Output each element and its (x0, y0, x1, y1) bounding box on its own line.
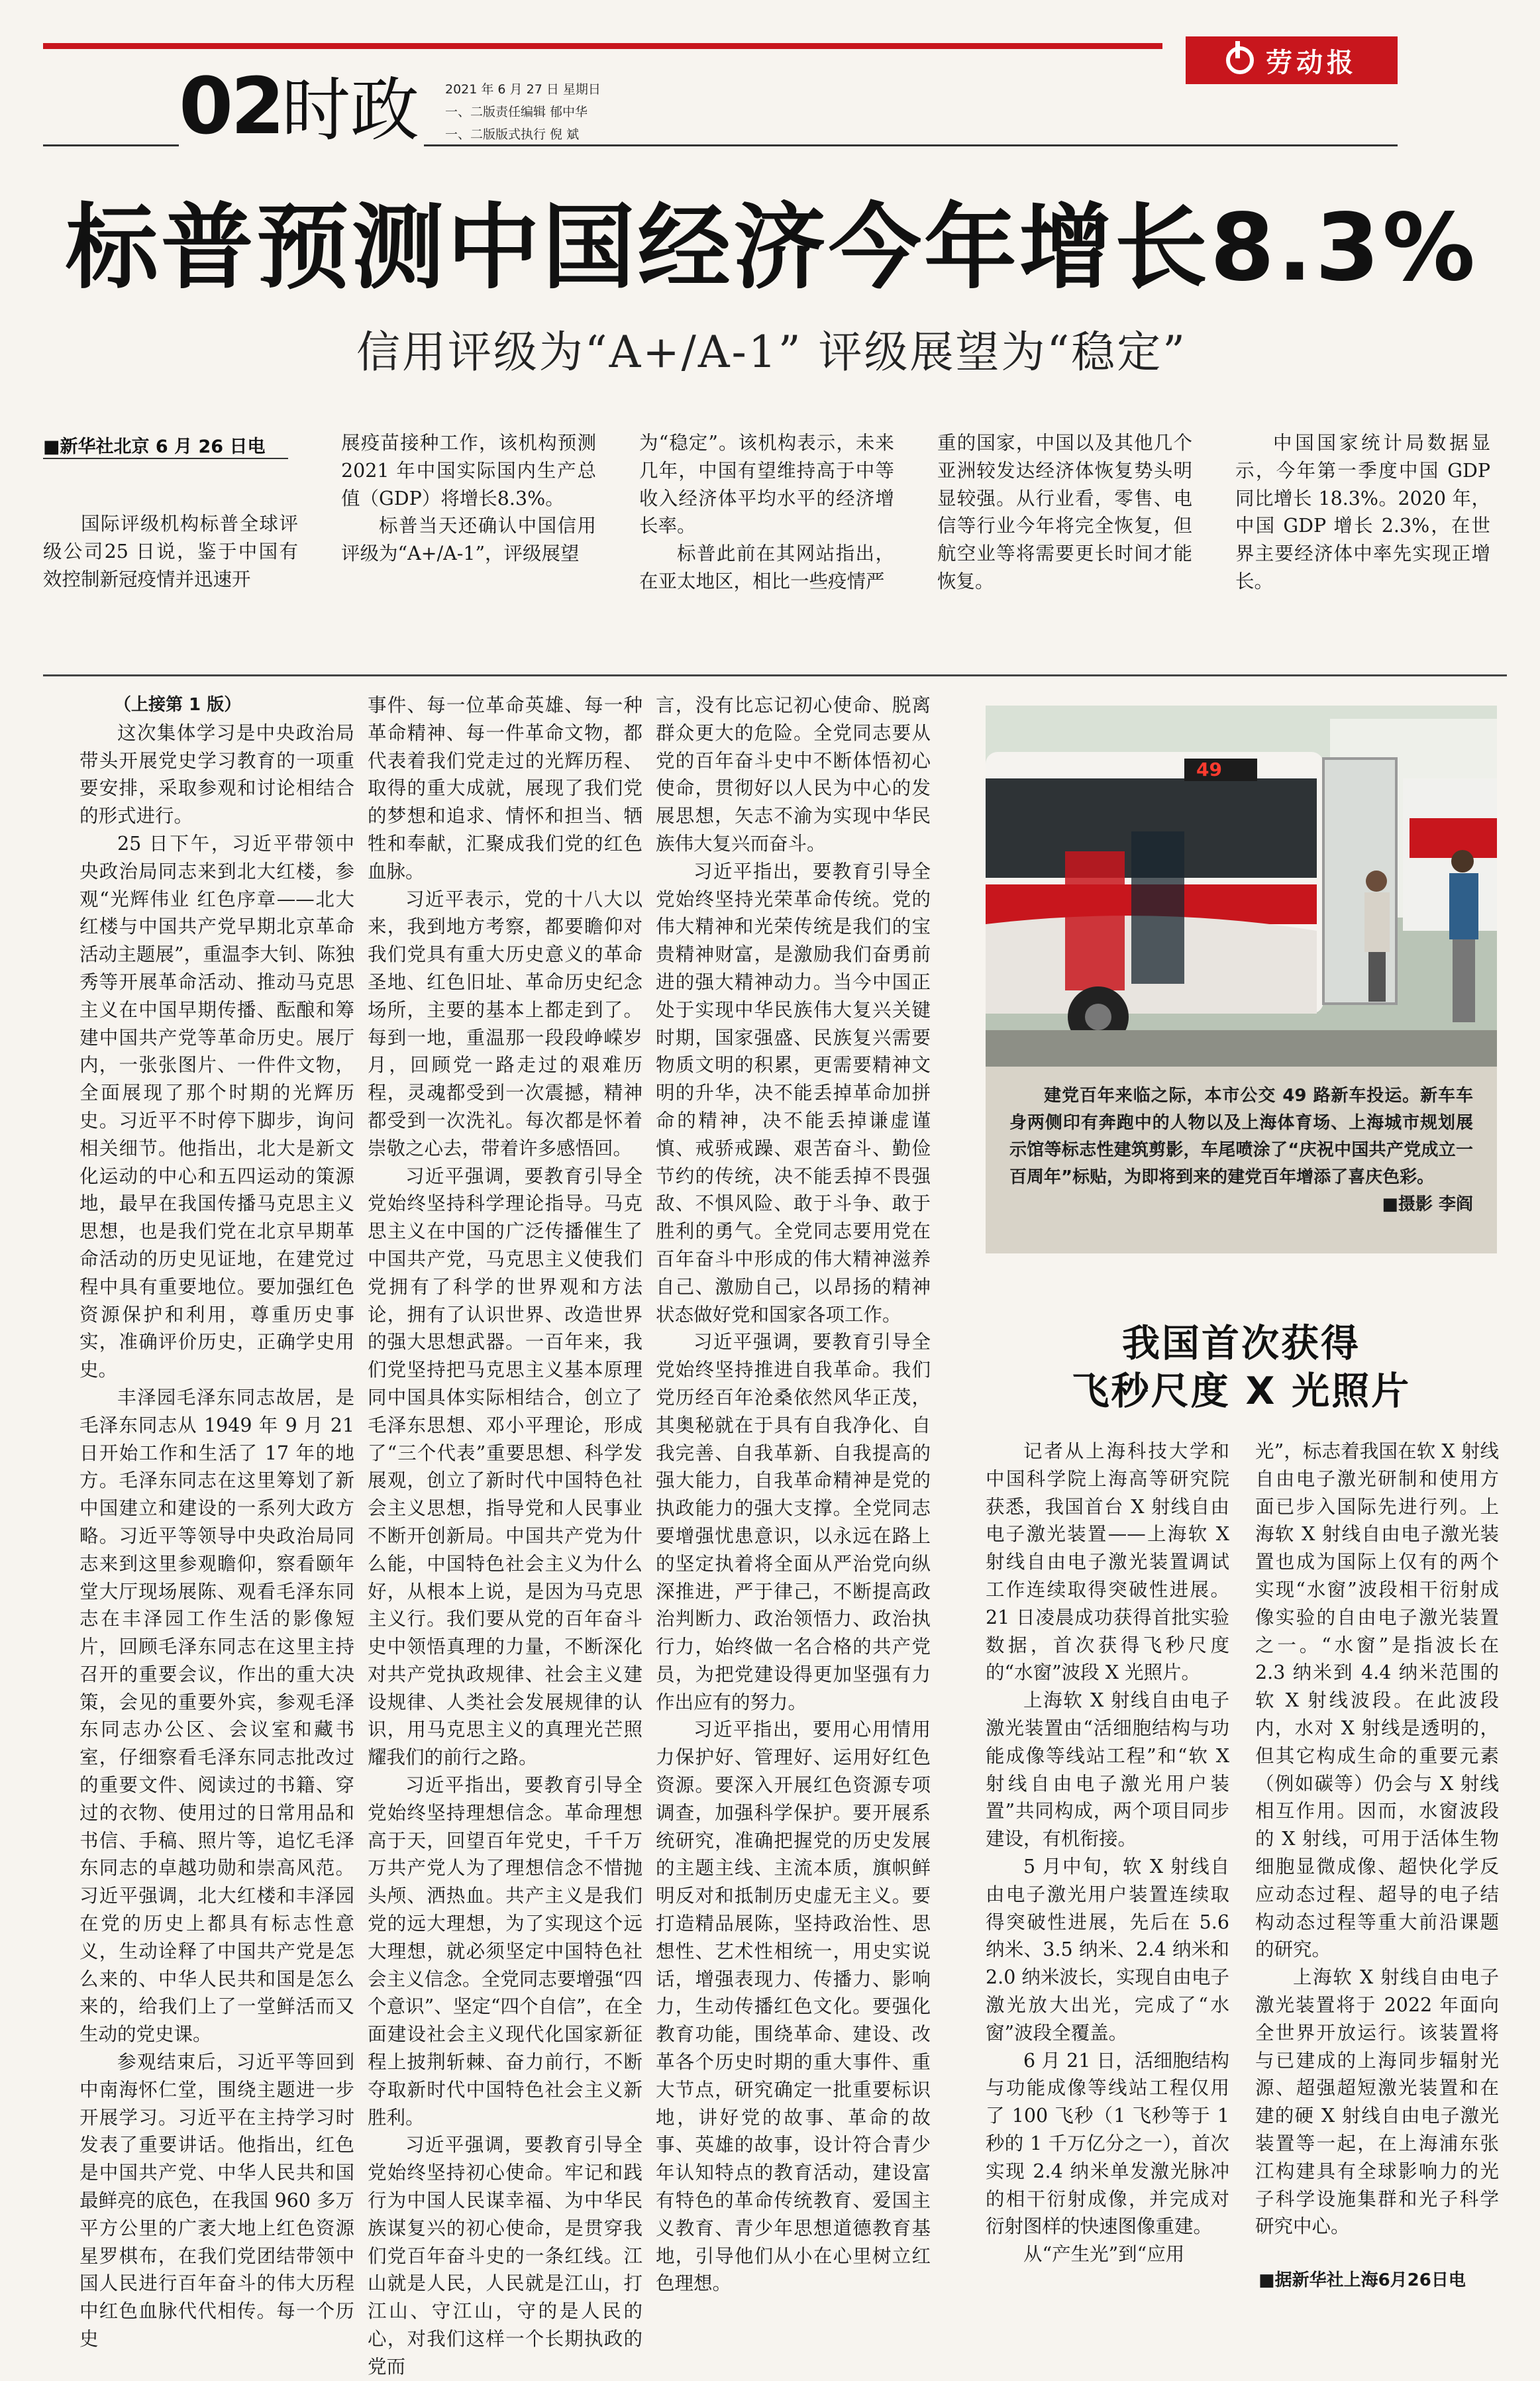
lead-column-2 (341, 429, 596, 568)
photo-caption: 建党百年来临之际，本市公交 49 路新车投运。新车车身两侧印有奔跑中的人物以及上海体育场、上海城市规划展示馆等标志性建筑剪影，车尾喷涂了“庆祝中国共产党成立一百周年”标贴，为即将到来的建党百年增添了喜庆色彩。 (1009, 1086, 1473, 1187)
lead-column-1 (43, 510, 298, 593)
layout-editor: 一、二版版式执行 倪 斌 (445, 127, 580, 142)
brand-logo (1186, 36, 1398, 84)
article-paragraph: 习近平强调，要教育引导全党始终坚持初心使命。牢记和践行为中国人民谋幸福、为中华民族谋复兴的初心使命，是贯穿我们党百年奋斗史的一条红线。江山就是人民，人民就是江山，打江山、守江山，守的是人民的心，对我们这样一个长期执政的党而 (368, 2134, 642, 2378)
photo-caption-box (986, 1067, 1497, 1253)
lead-byline: ■新华社北京 6 月 26 日电 (43, 437, 266, 457)
article-paragraph: 习近平指出，要教育引导全党始终坚持理想信念。革命理想高于天，回望百年党史，千千万万共产党人为了理想信念不惜抛头颅、洒热血。共产主义是我们党的远大理想，为了实现这个远大理想，就必须坚定中国特色社会主义信念。全党同志要增强“四个意识”、坚定“四个自信”，在全面建设社会主义现代化国家新征程上披荆斩棘、奋力前行，不断夺取新时代中国特色社会主义新胜利。 (368, 1774, 642, 2129)
page-number: 02 (179, 60, 283, 152)
article-paragraph: 丰泽园毛泽东同志故居，是毛泽东同志从 1949 年 9 月 21 日开始工作和生活了 17 年的地方。毛泽东同志在这里筹划了新中国建立和建设的一系列大政方略。习近平等领导中央政治局同志来到这里参观瞻仰，察看颐年堂大厅现场展陈、观看毛泽东同志在丰泽园工作生活的影像短片，回顾毛泽东同志在这里主持召开的重要会议，作出的重大决策，会见的重要外宾，参观毛泽东同志办公区、会议室和藏书室，仔细察看毛泽东同志批改过的重要文件、阅读过的书籍、穿过的衣物、使用过的日常用品和书信、手稿、照片等，追忆毛泽东同志的卓越功勋和崇高风范。习近平强调，北大红楼和丰泽园在党的历史上都具有标志性意义，生动诠释了中国共产党是怎么来的、中华人民共和国是怎么来的，给我们上了一堂鲜活而又生动的党史课。 (79, 1386, 354, 2046)
lead-paragraph: 标普此前在其网站指出，在亚太地区，相比一些疫情严 (639, 543, 894, 592)
photo-credit: ■摄影 李阎 (1382, 1194, 1473, 1214)
logo-mark-icon (1226, 46, 1254, 74)
article-paragraph: 习近平指出，要用心用情用力保护好、管理好、运用好红色资源。要深入开展红色资源专项调查，加强科学保护。要开展系统研究，准确把握党的历史发展的主题主线、主流本质，旗帜鲜明反对和抵制历史虚无主义。要打造精品展陈，坚持政治性、思想性、艺术性相统一，用史实说话，增强表现力、传播力、影响力，生动传播红色文化。要强化教育功能，围绕革命、建设、改革各个历史时期的重大事件、重大节点，研究确定一批重要标识地，讲好党的故事、革命的故事、英雄的故事，设计符合青少年认知特点的教育活动，建设富有特色的革命传统教育、爱国主义教育、青少年思想道德教育基地，引导他们从小在心里树立红色理想。 (656, 1719, 931, 2295)
science-paragraph: 上海软 X 射线自由电子激光装置将于 2022 年面向全世界开放运行。该装置将与已建成的上海同步辐射光源、超强超短激光装置和在建的硬 X 射线自由电子激光装置等一起，在上海浦东张江构建具有全球影响力的光子科学设施集群和光子科学研究中心。 (1255, 1966, 1499, 2238)
article-paragraph: 习近平指出，要教育引导全党始终坚持光荣革命传统。党的伟大精神和光荣传统是我们的宝贵精神财富，是激励我们奋勇前进的强大精神动力。当今中国正处于实现中华民族伟大复兴关键时期，国家强盛、民族复兴需要物质文明的积累，更需要精神文明的升华，决不能丢掉革命加拼命的精神，决不能丢掉谦虚谨慎、戒骄戒躁、艰苦奋斗、勤俭节约的传统，决不能丢掉不畏强敌、不惧风险、敢于斗争、敢于胜利的勇气。全党同志要用党在百年奋斗中形成的伟大精神滋养自己、激励自己，以昂扬的精神状态做好党和国家各项工作。 (656, 860, 931, 1326)
bus-photo-illustration (986, 706, 1497, 1067)
bus-route-number: 49 (1196, 759, 1222, 780)
science-paragraph: 5 月中旬，软 X 射线自由电子激光用户装置连续取得突破性进展，先后在 5.6 纳米、3.5 纳米、2.4 纳米和 2.0 纳米波长，实现自由电子激光放大出光，完成了“水窗”波段全覆盖。 (986, 1855, 1229, 2044)
masthead-underline-left (43, 144, 179, 146)
science-paragraph: 上海软 X 射线自由电子激光装置由“活细胞结构与功能成像等线站工程”和“软 X 射线自由电子激光用户装置”共同构成，两个项目同步建设，有机衔接。 (986, 1689, 1229, 1850)
lead-column-4 (937, 429, 1192, 596)
article-paragraph: 言，没有比忘记初心使命、脱离群众更大的危险。全党同志要从党的百年奋斗史中不断体悟初心使命，贯彻好以人民为中心的发展思想，矢志不渝为实现中华民族伟大复兴而奋斗。 (656, 694, 931, 855)
science-byline: ■据新华社上海6月26日电 (1258, 2270, 1466, 2290)
lead-paragraph: 国际评级机构标普全球评级公司25 日说，鉴于中国有效控制新冠疫情并迅速开 (43, 513, 298, 590)
science-paragraph: 6 月 21 日，活细胞结构与功能成像等线站工程仅用了 100 飞秒（1 飞秒等于 1 秒的 1 千万亿分之一），首次实现 2.4 纳米单发激光脉冲的相干衍射成像，并完成对衍射图样的快速图像重建。 (986, 2049, 1229, 2238)
science-paragraph: 光”，标志着我国在软 X 射线自由电子激光研制和使用方面已步入国际先进行列。上海软 X 射线自由电子激光装置也成为国际上仅有的两个实现“水窗”波段相干衍射成像实验的自由电子激光装置之一。“水窗”是指波长在 2.3 纳米到 4.4 纳米范围的软 X 射线波段。在此波段内，水对 X 射线是透明的，但其它构成生命的重要元素（例如碳等）仍会与 X 射线相互作用。因而，水窗波段的 X 射线，可用于活体生物细胞显微成像、超快化学反应动态过程、超导的电子结构动态过程等重大前沿课题的研究。 (1255, 1440, 1499, 1961)
lead-paragraph: 展疫苗接种工作，该机构预测 2021 年中国实际国内生产总值（GDP）将增长8.3%。 (341, 432, 596, 509)
continued-note: （上接第 1 版） (114, 695, 242, 715)
headline: 标普预测中国经济今年增长8.3% (65, 194, 1478, 302)
article-paragraph: 事件、每一位革命英雄、每一种革命精神、每一件革命文物，都代表着我们党走过的光辉历程、取得的重大成就，展现了我们党的梦想和追求、情怀和担当、牺牲和奉献，汇聚成我们党的红色血脉。 (368, 694, 642, 882)
article-paragraph: 参观结束后，习近平等回到中南海怀仁堂，围绕主题进一步开展学习。习近平在主持学习时发表了重要讲话。他指出，红色是中国共产党、中华人民共和国最鲜亮的底色，在我国 960 多万平方公里的广袤大地上红色资源星罗棋布，在我们党团结带领中国人民进行百年奋斗的伟大历程中红色血脉代代相传。每一个历史 (79, 2051, 354, 2351)
science-paragraph: 记者从上海科技大学和中国科学院上海高等研究院获悉，我国首台 X 射线自由电子激光装置——上海软 X 射线自由电子激光装置调试工作连续取得突破性进展。21 日凌晨成功获得首批实验数据，首次获得飞秒尺度的“水窗”波段 X 光照片。 (986, 1440, 1229, 1684)
lead-column-5 (1235, 429, 1490, 596)
news-photo (986, 706, 1497, 1067)
science-headline (986, 1320, 1497, 1415)
science-paragraph: 从“产生光”到“应用 (1023, 2243, 1185, 2266)
lead-paragraph: 重的国家，中国以及其他几个亚洲较发达经济体恢复势头明显较强。从行业看，零售、电信等行业今年将完全恢复，但航空业等将需要更长时间才能恢复。 (937, 432, 1192, 592)
science-column-1 (986, 1438, 1229, 2268)
lead-column-3 (639, 429, 894, 596)
article-paragraph: 这次集体学习是中央政治局带头开展党史学习教育的一项重要安排，采取参观和讨论相结合的形式进行。 (79, 721, 354, 827)
byline-rule (43, 458, 288, 459)
article-column-3 (656, 692, 931, 2298)
science-headline-line-2: 飞秒尺度 X 光照片 (1071, 1369, 1412, 1413)
masthead-meta (445, 78, 601, 146)
lead-paragraph: 为“稳定”。该机构表示，未来几年，中国有望维持高于中等收入经济体平均水平的经济增长率。 (639, 432, 894, 537)
masthead-rule (43, 43, 1162, 49)
article-column-1 (79, 692, 354, 2353)
science-headline-line-1: 我国首次获得 (1122, 1322, 1360, 1365)
article-paragraph: 习近平强调，要教育引导全党始终坚持推进自我革命。我们党历经百年沧桑依然风华正茂，其奥秘就在于具有自我净化、自我完善、自我革新、自我提高的强大能力，自我革命精神是党的执政能力的强大支撑。全党同志要增强忧患意识，以永远在路上的坚定执着将全面从严治党向纵深推进，严于律己，不断提高政治判断力、政治领悟力、政治执行力，始终做一名合格的共产党员，为把党建设得更加坚强有力作出应有的努力。 (656, 1331, 931, 1713)
article-paragraph: 习近平强调，要教育引导全党始终坚持科学理论指导。马克思主义在中国的广泛传播催生了中国共产党，马克思主义使我们党拥有了科学的世界观和方法论，拥有了认识世界、改造世界的强大思想武器。一百年来，我们党坚持把马克思主义基本原理同中国具体实际相结合，创立了毛泽东思想、邓小平理论，形成了“三个代表”重要思想、科学发展观，创立了新时代中国特色社会主义思想，指导党和人民事业不断开创新局。中国共产党为什么能，中国特色社会主义为什么好，从根本上说，是因为马克思主义行。我们要从党的百年奋斗史中领悟真理的力量，不断深化对共产党执政规律、社会主义建设规律、人类社会发展规律的认识，用马克思主义的真理光芒照耀我们的前行之路。 (368, 1165, 642, 1769)
article-paragraph: 25 日下午，习近平带领中央政治局同志来到北大红楼，参观“光辉伟业 红色序章——北大红楼与中国共产党早期北京革命活动主题展”，重温李大钊、陈独秀等开展革命活动、推动马克思主义在中国早期传播、酝酿和筹建中国共产党等革命历史。展厅内，一张张图片、一件件文物，全面展现了那个时期的光辉历史。习近平不时停下脚步，询问相关细节。他指出，北大是新文化运动的中心和五四运动的策源地，最早在我国传播马克思主义思想，也是我们党在北京早期革命活动的历史见证地，在建党过程中具有重要地位。要加强红色资源保护和利用，尊重历史事实，准确评价历史，正确学史用史。 (79, 832, 354, 1381)
responsible-editor: 一、二版责任编辑 郁中华 (445, 105, 588, 119)
issue-date: 2021 年 6 月 27 日 星期日 (445, 82, 601, 97)
article-paragraph: 习近平表示，党的十八大以来，我到地方考察，都要瞻仰对我们党具有重大历史意义的革命圣地、红色旧址、革命历史纪念场所，主要的基本上都走到了。每到一地，重温那一段段峥嵘岁月，回顾党一路走过的艰难历程，灵魂都受到一次震撼，精神都受到一次洗礼。每次都是怀着崇敬之心去，带着许多感悟回。 (368, 888, 642, 1159)
brand-name: 劳动报 (1266, 47, 1357, 78)
lead-paragraph: 中国国家统计局数据显示，今年第一季度中国 GDP 同比增长 18.3%。2020 年，中国 GDP 增长 2.3%，在世界主要经济体中率先实现正增长。 (1235, 432, 1490, 592)
subheadline: 信用评级为“A+/A-1” 评级展望为“稳定” (356, 327, 1188, 378)
science-column-2 (1255, 1438, 1499, 2241)
lead-paragraph: 标普当天还确认中国信用评级为“A+/A-1”，评级展望 (341, 515, 596, 565)
section-name: 时政 (282, 70, 420, 150)
article-column-2 (368, 692, 642, 2381)
section-divider (43, 674, 1507, 676)
